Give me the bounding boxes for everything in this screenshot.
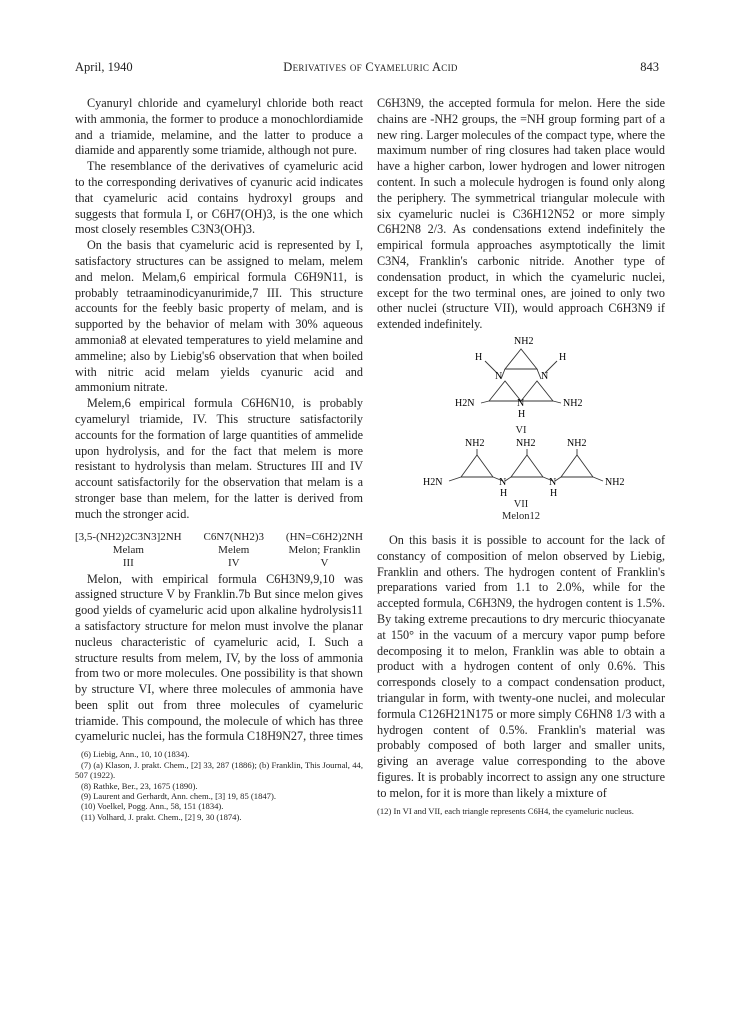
structure-melam — [75, 531, 182, 570]
footnotes — [75, 749, 363, 822]
footnote: (10) Voelkel, Pogg. Ann., 58, 151 (1834). — [81, 801, 224, 812]
structure-number: V — [320, 556, 329, 569]
paragraph: Melem,6 empirical formula C6H6N10, is probably cyameluryl triamide, IV. This structure satisfactorily accounts for the formation of large quantities of ammelide upon hydrolysis, and for the fact that melem is more resistant to hydrolysis than melam. Structures III and IV account satisfactorily for the observation that melam is a stronger base than melem, for the latter is derived from much the stronger acid. — [75, 396, 363, 521]
structure-label: N — [541, 370, 549, 382]
structure-formulas — [75, 531, 363, 570]
structure-label: NH2 — [465, 437, 485, 449]
structure-label: N — [499, 476, 507, 488]
structure-label: H — [518, 408, 526, 420]
right-column — [377, 96, 665, 816]
footnote: (8) Rathke, Ber., 23, 1675 (1890). — [81, 780, 198, 791]
structure-label: NH2 — [514, 335, 534, 347]
figure-caption: VII — [513, 498, 529, 510]
running-header-title: Derivatives of Cyameluric Acid — [283, 60, 458, 74]
footnote: (7) (a) Klason, J. prakt. Chem., [2] 33, 287 (1886); (b) Franklin, This Journal, 44, 507 (1922). — [75, 759, 363, 781]
structure-label: H — [500, 487, 508, 499]
structure-formula: (HN=C6H2)2NH — [285, 530, 363, 543]
paragraph: On this basis it is possible to account for the lack of constancy of composition of melon observed by Liebig, Franklin and others. The hydrogen content of Franklin's preparations varied from 1.1 to 2.0%, while for the accepted formula, C6H3N9, the hydrogen content is 1.5%. By taking extreme precautions to dry mercuric thiocyanate at 150° in the vacuum of a mercury vapor pump before decomposing it to melon, Franklin was able to obtain a product with a hydrogen content of only 0.6%. This corresponds closely to a compact condensation product, triangular in form, with twenty-one nuclei, and molecular formula C126H21N175 or more simply C6HN8 1/3 with a hydrogen content of 0.5%. Franklin's material was probably composed of both larger and smaller units, giving an average value corresponding to the above figures. It is probably incorrect to assign any one structure to melon, for it is more than likely a mixture of — [377, 532, 665, 800]
triangle-nucleus — [505, 349, 537, 369]
footnote: (9) Laurent and Gerhardt, Ann. chem., [3] 19, 85 (1847). — [81, 790, 276, 801]
figure-caption: VI — [515, 424, 527, 436]
structure-formula: [3,5-(NH2)2C3N3]2NH — [75, 530, 182, 543]
structure-formula: C6N7(NH2)3 — [203, 530, 265, 543]
triangle-nucleus — [511, 455, 543, 477]
paragraph: C6H3N9, the accepted formula for melon. Here the side chains are -NH2 groups, the =NH group forming part of a new ring. Larger molecules of the compact type, where the maximum number of ring closures had taken place would have a higher carbon, lower hydrogen and lower nitrogen content. In such a molecule hydrogen is found only along the periphery. The symmetrical triangular molecule with six cyameluric nuclei is C36H12N52 or more simply C6H2N8 2/3. As condensations extend indefinitely the empirical formula approaches asymptotically the limit C3N4, Franklin's carbonic nitride. Another type of condensation product, in which the cyameluric nuclei, except for the two terminal ones, are joined to only two other nuclei (structure VII), would approach C6H3N9 if extended indefinitely. — [377, 96, 665, 332]
paragraph: On the basis that cyameluric acid is represented by I, satisfactory structures can be assigned to melam, melem and melon. Melam,6 empirical formula C6H9N11, is probably tetraaminodicyanurimide,7 III. This structure accounts for the feebly basic property of melam, and is supported by the behavior of melam with 30% aqueous ammonia8 at elevated temperatures to yield melamine and ammeline; also by Liebig's6 observation that when boiled with nitric acid melam yields cyanuric acid and ammonium nitrate. — [75, 238, 363, 395]
figure-subcaption: Melon12 — [502, 510, 540, 522]
footnote: (12) In VI and VII, each triangle represents C6H4, the cyameluric nucleus. — [377, 805, 634, 816]
structure-label: N — [495, 370, 503, 382]
triangle-nucleus — [561, 455, 593, 477]
structure-melem — [204, 531, 265, 570]
structure-name: Melon; Franklin — [288, 543, 361, 556]
structure-number: III — [122, 556, 134, 569]
footnote: (11) Volhard, J. prakt. Chem., [2] 9, 30 (1874). — [81, 811, 242, 822]
structure-name: Melem — [218, 543, 250, 556]
footnote: (6) Liebig, Ann., 10, 10 (1834). — [81, 749, 190, 760]
structure-label: N — [517, 397, 525, 409]
structure-label: NH2 — [567, 437, 587, 449]
paragraph: Melon, with empirical formula C6H3N9,9,10 was assigned structure V by Franklin.7b But since melon gives good yields of cyameluric acid upon alkaline hydrolysis11 a satisfactory structure for melon must involve the planar nucleus characteristic of cyameluric acid, I. Such a structure results from melem, IV, by the loss of ammonia from two or more molecules. One possibility is that shown by structure VI, where three molecules of ammonia have been split out from three molecules of cyameluric triamide. This compound, the molecule of which has three cyameluric nuclei, has the formula C18H9N27, three times — [75, 571, 364, 744]
structure-label: NH2 — [605, 476, 625, 488]
structure-label: H — [550, 487, 558, 499]
structure-label: N — [549, 476, 557, 488]
left-column — [75, 96, 363, 822]
paragraph: Cyanuryl chloride and cyameluryl chloride both react with ammonia, the former to produce a monochlordiamide and a triamide, melamine, and the latter to produce a diamide and apparently some triamide, although not pure. — [75, 96, 363, 158]
running-header-date: April, 1940 — [75, 60, 133, 74]
structure-label: NH2 — [516, 437, 536, 449]
structure-label: H2N — [423, 476, 443, 488]
structure-melon-franklin — [286, 531, 363, 570]
structure-vii-diagram — [377, 437, 665, 499]
triangle-nucleus — [461, 455, 493, 477]
structure-label: NH2 — [563, 397, 583, 409]
structure-number: IV — [227, 556, 240, 569]
structure-label: H — [559, 351, 567, 363]
structure-name: Melam — [112, 543, 144, 556]
page-number: 843 — [640, 60, 659, 74]
paragraph: The resemblance of the derivatives of cyameluric acid to the corresponding derivatives of cyanuric acid indicates that cyameluric acid contains hydroxyl groups and suggests that formula I, or C6H7(OH)3, is the one which most closely resembles C3N3(OH)3. — [75, 159, 363, 237]
structure-label: H2N — [455, 397, 475, 409]
structure-label: H — [475, 351, 483, 363]
structure-vi-diagram — [377, 333, 665, 425]
triangle-nucleus — [521, 381, 553, 401]
